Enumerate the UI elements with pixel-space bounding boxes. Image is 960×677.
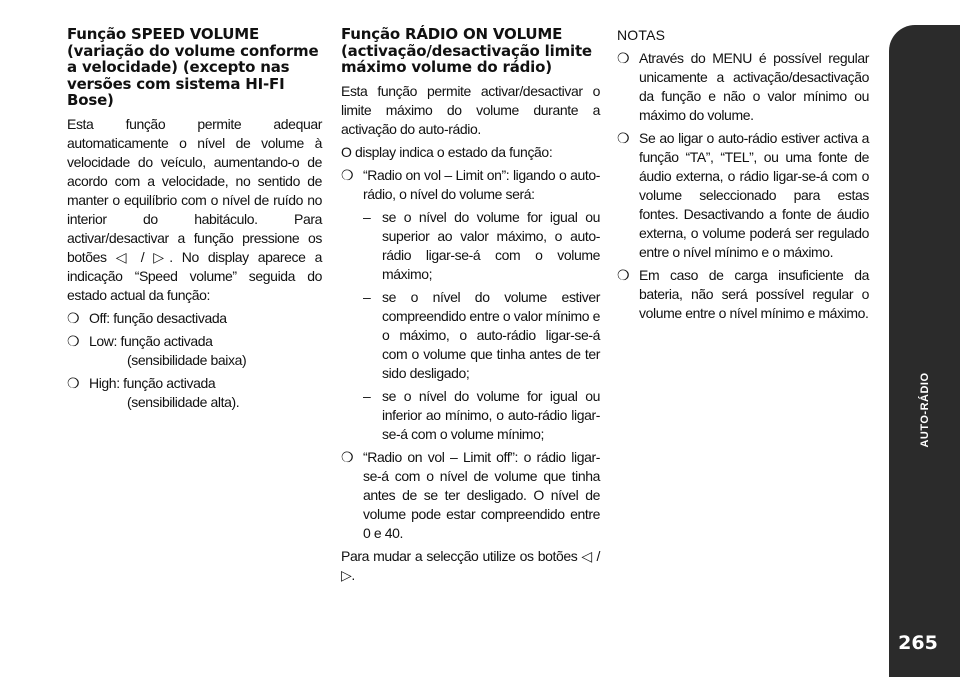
option-off-text: Off: função desactivada [89, 309, 227, 326]
option-high-text: High: função activada [89, 374, 216, 391]
radio-on-volume-options [341, 166, 600, 204]
column-speed-volume [67, 26, 322, 416]
radio-on-volume-paragraph-3: Para mudar a selecção utilize os botões ◁ / ▷. [341, 547, 600, 583]
sub-list-item [341, 288, 600, 383]
radio-on-volume-paragraph-1: Esta função permite activar/desactivar o limite máximo do volume durante a activação do auto-rádio. [341, 82, 600, 137]
option-low-text: Low: função activada [89, 332, 213, 349]
bullet-icon: ❍ [341, 166, 354, 183]
speed-volume-options [67, 309, 322, 412]
note-text: Em caso de carga insuficiente da bateria, não será possível regular o volume entre o nível mínimo e máximo. [639, 267, 869, 321]
option-high-extra: (sensibilidade alta). [127, 393, 240, 410]
section-tab [889, 25, 960, 677]
list-item [341, 448, 600, 543]
sub-list-item [341, 208, 600, 284]
list-item [617, 266, 869, 323]
radio-on-volume-heading: Função RÁDIO ON VOLUME (activação/desactivação limite máximo volume do rádio) [341, 25, 592, 76]
bullet-icon: ❍ [617, 130, 630, 146]
page-number: 265 [898, 632, 938, 654]
section-tab-label: AUTO-RÁDIO [919, 372, 931, 448]
list-item [67, 309, 322, 328]
notes-title: NOTAS [617, 27, 666, 43]
dash-icon: – [363, 208, 371, 225]
radio-on-volume-options-2 [341, 448, 600, 543]
sub-item-text: se o nível do volume for igual ou inferior ao mínimo, o auto-rádio ligar-se-á com o volume mínimo; [382, 387, 600, 442]
speed-volume-paragraph: Esta função permite adequar automaticamente o nível de volume à velocidade do veículo, aumentando-o de acordo com a velocidade, no sentido de manter o equilíbrio com o nível de ruído no interior do habitáculo. Para activar/desactivar a função pressione os botões ◁ / ▷. No display aparece a indicação “Speed volume” seguida do estado actual da função: [67, 115, 322, 303]
list-item [617, 129, 869, 262]
note-text: Através do MENU é possível regular unicamente a activação/desactivação da função e não o valor mínimo ou máximo do volume. [639, 50, 869, 123]
list-item [617, 49, 869, 125]
limit-on-sublist [341, 208, 600, 444]
bullet-icon: ❍ [67, 309, 80, 326]
limit-off-text: “Radio on vol – Limit off”: o rádio ligar-se-á com o nível de volume que tinha antes de se ter desligado. O nível de volume pode estar compreendido entre 0 e 40. [363, 448, 600, 541]
list-item [67, 332, 322, 370]
notes-list [617, 49, 869, 323]
sub-item-text: se o nível do volume for igual ou superior ao valor máximo, o auto-rádio ligar-se-á com o volume máximo; [382, 208, 600, 282]
dash-icon: – [363, 288, 371, 305]
bullet-icon: ❍ [341, 448, 354, 465]
column-notes [617, 26, 869, 327]
bullet-icon: ❍ [67, 332, 80, 349]
bullet-icon: ❍ [67, 374, 80, 391]
speed-volume-heading: Função SPEED VOLUME (variação do volume conforme a velocidade) (excepto nas versões com sistema HI-FI Bose) [67, 25, 319, 109]
bullet-icon: ❍ [617, 50, 630, 66]
bullet-icon: ❍ [617, 267, 630, 283]
note-text: Se ao ligar o auto-rádio estiver activa a função “TA”, “TEL”, ou uma fonte de áudio externa, o rádio ligar-se-á com o volume seleccionado para estas fontes. Desactivando a fonte de áudio externa, o volume poderá ser regulado entre o nível mínimo e o máximo. [639, 130, 869, 260]
sub-list-item [341, 387, 600, 444]
option-low-extra: (sensibilidade baixa) [127, 351, 247, 368]
limit-on-text: “Radio on vol – Limit on”: ligando o auto-rádio, o nível do volume será: [363, 166, 600, 202]
list-item [67, 374, 322, 412]
radio-on-volume-paragraph-2: O display indica o estado da função: [341, 143, 553, 160]
column-radio-on-volume [341, 26, 600, 589]
list-item [341, 166, 600, 204]
dash-icon: – [363, 387, 371, 404]
sub-item-text: se o nível do volume estiver compreendido entre o valor mínimo e o máximo, o auto-rádio ligar-se-á com o volume que tinha antes de ter sido desligado; [382, 288, 600, 381]
